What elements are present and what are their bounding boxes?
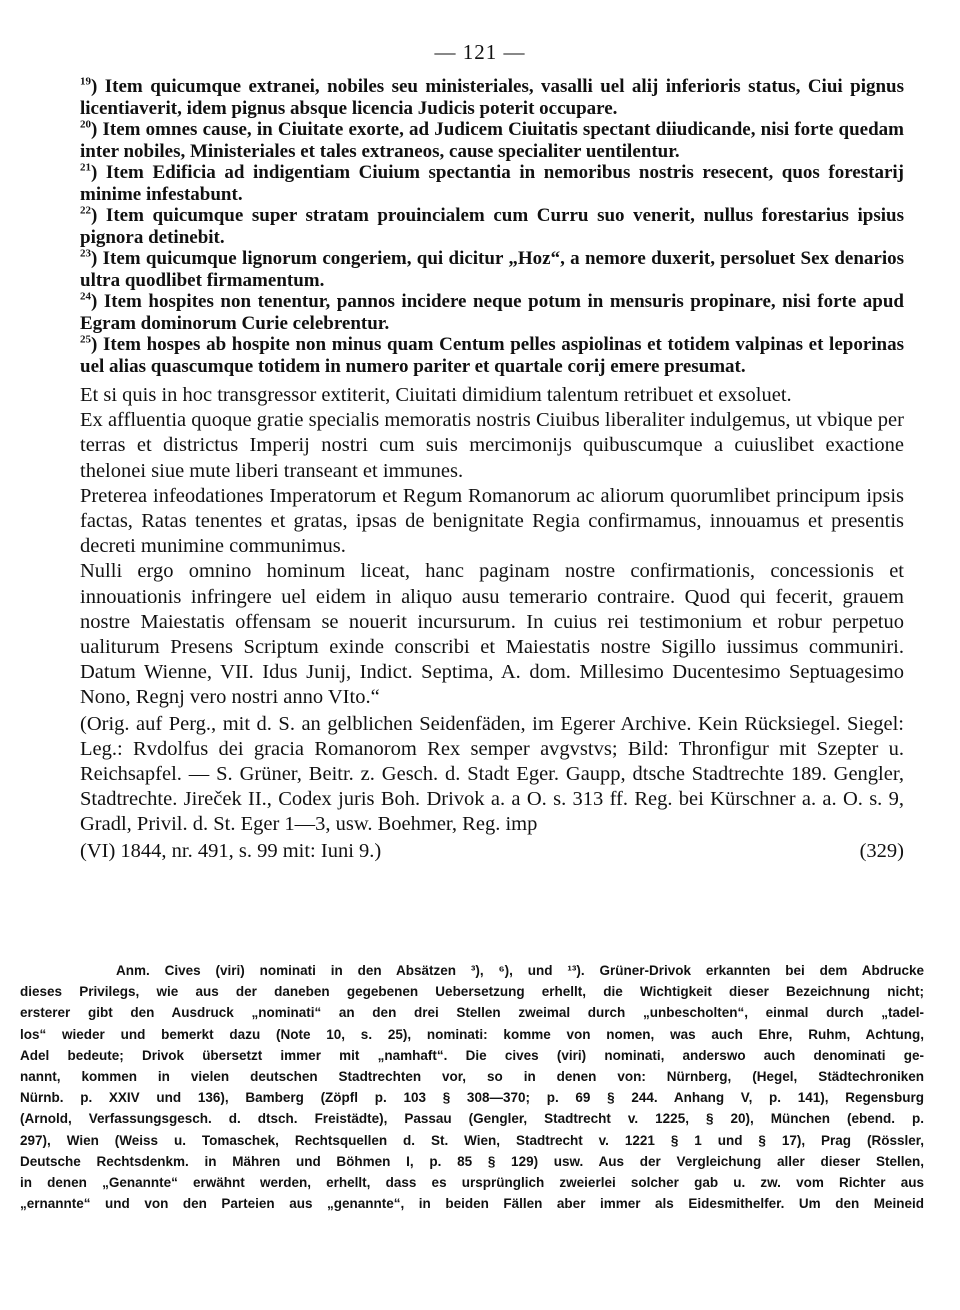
source-note-last-line xyxy=(80,839,904,864)
item-number: 19 xyxy=(80,75,91,88)
main-paragraph: Nulli ergo omnino hominum liceat, hanc paginam nostre confirmationis, concessionis et innouationis infringere uel eidem in aliquo ausu temerario contraire. Quod qui fecerit, grauem nostre Maiestatis offensam se nouerit incursurum. In cuius rei testimonium et robur perpetuo ualiturum Presens Scriptum exinde conscribi et Maiestatis nostre Sigillo iussimus communiri. Datum Wienne, VII. Idus Junij, Indict. Septima, A. dom. Millesimo Ducentesimo Septuagesimo Nono, Regnj vero nostri anno VIto.“ xyxy=(80,560,904,709)
footnote-line: ersterer gibt den Ausdruck „nominati“ an den drei Stellen zweimal durch „unbescholten“, einmal durch „tadel- xyxy=(20,1005,924,1021)
footnote xyxy=(20,960,924,1214)
list-item: $^{25}$) Item hospes ab hospite non minus quam Centum pelles aspiolinas et totidem valpinas et leporinas uel alias quascumque totidem in numero pariter et quartale corij emere presumat. xyxy=(80,333,904,377)
list-item: $^{19}$) Item quicumque extranei, nobiles seu ministeriales, vasalli uel alij inferioris status, Ciui pignus licentiaverit, idem pignus absque licencia Judicis poterit occupare. xyxy=(80,75,904,119)
list-item: $^{22}$) Item quicumque super stratam prouincialem cum Curru suo venerit, nullus forestarius ipsius pignora detinebit. xyxy=(80,204,904,248)
footnote-line: Nürnb. p. XXIV und 136), Bamberg (Zöpfl p. 103 § 308—370; p. 69 § 244. Anhang V, p. 141), Regensburg xyxy=(20,1090,924,1106)
item-text: Item quicumque super stratam prouincialem cum Curru suo venerit, nullus forestarius ipsius pignora detinebit. xyxy=(80,205,904,248)
item-number: 25 xyxy=(80,333,91,346)
footnote-line: dieses Privilegs, wie aus der daneben gegebenen Uebersetzung erhellt, die Wichtigkeit dieser Bezeichnung nicht; xyxy=(20,984,924,1000)
document-number: (329) xyxy=(859,839,904,862)
source-note: (Orig. auf Perg., mit d. S. an gelblichen Seidenfäden, im Egerer Archive. Kein Rücksiegel. Siegel: Leg.: Rvdolfus dei gracia Romanorom Rex semper avgvstvs; Bild: Thronfigur mit Szepter u. Reichsapfel. — S. Grüner, Beitr. z. Gesch. d. Stadt Eger. Gaupp, dtsche Stadtrechte 189. Gengler, Stadtrechte. Jireček II., Codex juris Boh. Drivok a. a O. s. 313 ff. Reg. bei Kürschner a. a. O. s. 9, Gradl, Privil. d. St. Eger 1—3, usw. Boehmer, Reg. imp xyxy=(80,712,904,836)
page-number: — 121 — xyxy=(434,40,526,64)
footnote-line: los“ wieder und bemerkt dazu (Note 10, s. 25), nominati: komme von nomen, was auch Ehre, Ruhm, Achtung, xyxy=(20,1026,924,1042)
item-number: 20 xyxy=(80,118,91,131)
list-item: $^{23}$) Item quicumque lignorum congeriem, qui dicitur „Hoz“, a nemore duxerit, persoluet Sex denarios ultra quodlibet firmamentum. xyxy=(80,247,904,291)
footnote-line: Adel bedeute; Drivok übersetzt immer mit „namhaft“. Die cives (viri) nominati, anderswo auch denominati ge- xyxy=(20,1047,924,1063)
footnote-line: nannt, kommen in vielen deutschen Stadtrechten vor, so in denen von: Nürnberg, (Hegel, Städtechroniken xyxy=(20,1069,924,1085)
item-text: Item Edificia ad indigentiam Ciuium spectantia in nemoribus nostris resecent, quos forestarij minime infestabunt. xyxy=(80,162,905,205)
main-paragraph: Preterea infeodationes Imperatorum et Regum Romanorum ac aliorum quorumlibet principum ipsis factas, Ratas tenentes et gratas, ipsas de benignitate Regia confirmamus, innouamus et presentis decreti munimine communimus. xyxy=(80,484,904,558)
item-number: 23 xyxy=(80,247,91,260)
item-text: Item omnes cause, in Ciuitate exorte, ad Judicem Ciuitatis spectant diiudicande, nisi forte quedam inter nobiles, Ministeriales et tales extraneos, cause specialiter uentilentur. xyxy=(80,119,904,162)
footnote-line: in denen „Genannte“ erwähnt werden, erhellt, dass es ursprünglich zweierlei solcher gab u. zw. vom Richter aus xyxy=(20,1175,924,1191)
item-text: Item quicumque extranei, nobiles seu ministeriales, vasalli uel alij inferioris status, Ciui pignus licentiaverit, idem pignus absque licencia Judicis poterit occupare. xyxy=(80,76,904,119)
footnote-line: Deutsche Rechtsdenkm. in Mähren und Böhmen I, p. 85 § 129) usw. Aus der Vergleichung aller dieser Stellen, xyxy=(20,1153,924,1169)
footnote-line: (Arnold, Verfassungsgesch. d. dtsch. Freistädte), Passau (Gengler, Stadtrecht v. 1225, § 20), München (ebend. p. xyxy=(20,1111,924,1127)
item-text: Item quicumque lignorum congeriem, qui dicitur „Hoz“, a nemore duxerit, persoluet Sex denarios ultra quodlibet firmamentum. xyxy=(80,248,904,291)
item-text: Item hospites non tenentur, pannos incidere neque potum in mensuris propinare, nisi forte apud Egram dominorum Curie celebrentur. xyxy=(80,291,905,334)
footnote-line: 297), Wien (Weiss u. Tomaschek, Rechtsquellen d. St. Wien, Stadtrecht v. 1221 § 1 und § 17), Prag (Rössler, xyxy=(20,1132,924,1148)
main-paragraph: Et si quis in hoc transgressor extiterit, Ciuitati dimidium talentum retribuet et exsoluet. xyxy=(80,384,792,406)
item-number: 22 xyxy=(80,204,91,217)
footnote-line: „ernannte“ und von den Parteien aus „genannte“, in beiden Fällen aber immer als Eidesmithelfer. Um den Meineid xyxy=(20,1196,924,1212)
list-item: $^{20}$) Item omnes cause, in Ciuitate exorte, ad Judicem Ciuitatis spectant diiudicande, nisi forte quedam inter nobiles, Ministeriales et tales extraneos, cause specialiter uentilentur. xyxy=(80,118,904,162)
document-body xyxy=(80,76,904,864)
list-item: $^{24}$) Item hospites non tenentur, pannos incidere neque potum in mensuris propinare, nisi forte apud Egram dominorum Curie celebrentur. xyxy=(80,290,905,334)
main-paragraph: Ex affluentia quoque gratie specialis memoratis nostris Ciuibus liberaliter indulgemus, ut vbique per terras et districtus Imperij nostri cum suis mercimonijs quibuscumque a cuiuslibet exactione thelonei siue mute liberi transeant et immunes. xyxy=(80,409,904,482)
list-item: $^{21}$) Item Edificia ad indigentiam Ciuium spectantia in nemoribus nostris resecent, quos forestarij minime infestabunt. xyxy=(80,161,905,205)
item-number: 24 xyxy=(80,290,91,303)
footnote-line: Anm. Cives (viri) nominati in den Absätzen ³), ⁶), und ¹³). Grüner-Drivok erkannten bei dem Abdrucke xyxy=(116,963,924,978)
item-text: Item hospes ab hospite non minus quam Centum pelles aspiolinas et totidem valpinas et leporinas uel alias quascumque totidem in numero pariter et quartale corij emere presumat. xyxy=(80,334,904,377)
source-note-date: (VI) 1844, nr. 491, s. 99 mit: Iuni 9.) xyxy=(80,839,382,862)
item-number: 21 xyxy=(80,161,91,174)
